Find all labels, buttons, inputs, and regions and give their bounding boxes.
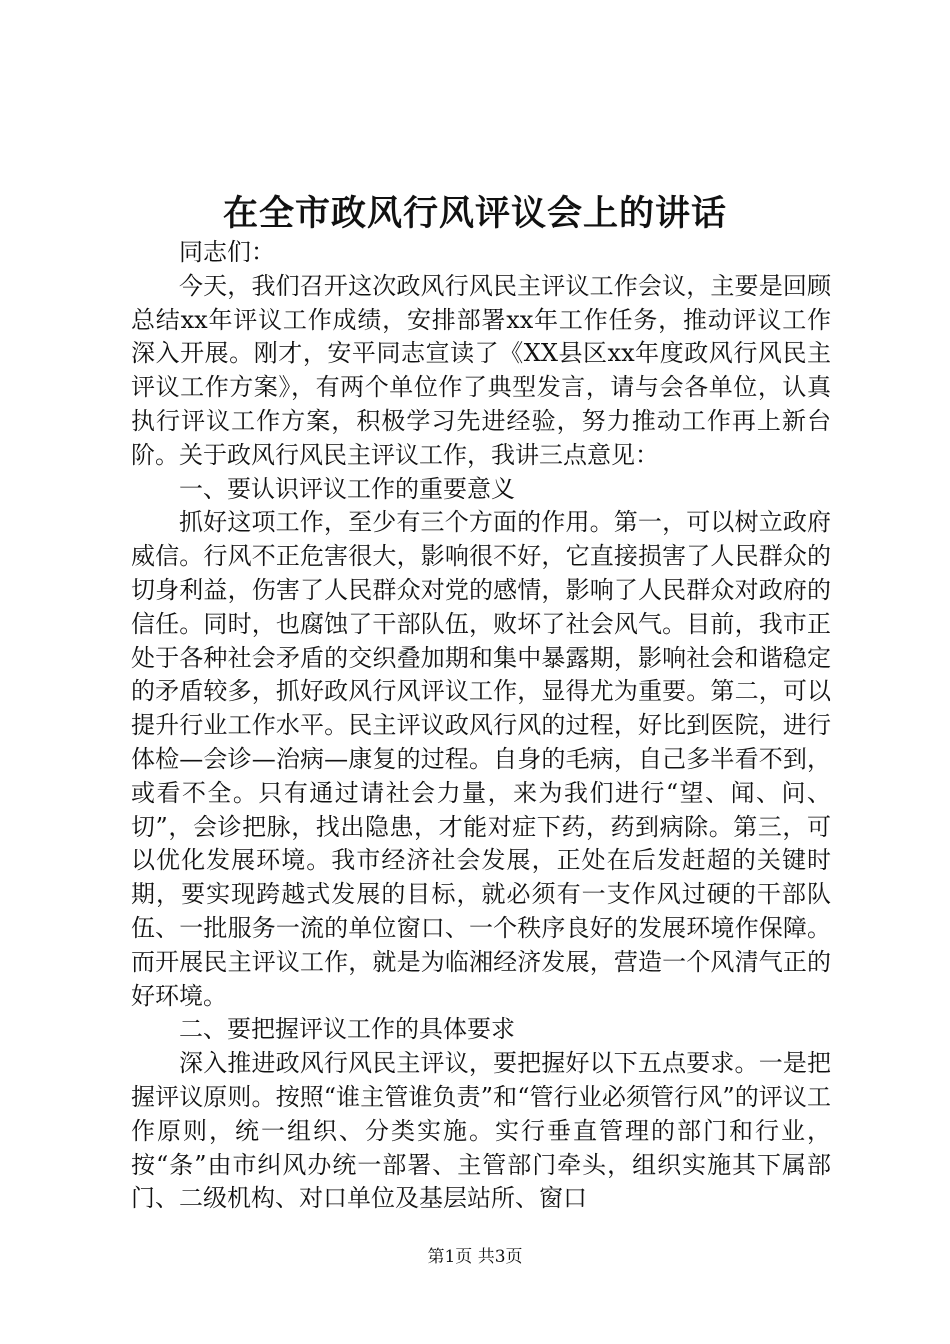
paragraph-intro: 今天，我们召开这次政风行风民主评议工作会议，主要是回顾总结xx年评议工作成绩，安排部署xx年工作任务，推动评议工作深入开展。刚才，安平同志宣读了《XX县区xx年度政风行风民主评议工作方案》，有两个单位作了典型发言，请与会各单位，认真执行评议工作方案，积极学习先进经验，努力推动工作再上新台阶。关于政风行风民主评议工作，我讲三点意见：	[131, 271, 831, 469]
salutation: 同志们：	[179, 238, 275, 266]
document-body	[131, 236, 831, 1216]
document-title: 在全市政风行风评议会上的讲话	[222, 193, 727, 234]
section-heading-2: 二、要把握评议工作的具体要求	[179, 1015, 515, 1044]
paragraph-section-2: 深入推进政风行风民主评议，要把握好以下五点要求。一是把握评议原则。按照“谁主管谁负责”和“管行业必须管行风”的评议工作原则，统一组织、分类实施。实行垂直管理的部门和行业，按“条”由市纠风办统一部署、主管部门牵头，组织实施其下属部门、二级机构、对口单位及基层站所、窗口	[131, 1049, 831, 1213]
section-heading-1: 一、要认识评议工作的重要意义	[179, 474, 515, 503]
page-number-footer: 第1页 共3页	[427, 1247, 523, 1267]
paragraph-section-1: 抓好这项工作，至少有三个方面的作用。第一，可以树立政府威信。行风不正危害很大，影响很不好，它直接损害了人民群众的切身利益，伤害了人民群众对党的感情，影响了人民群众对政府的信任。同时，也腐蚀了干部队伍，败坏了社会风气。目前，我市正处于各种社会矛盾的交织叠加期和集中暴露期，影响社会和谐稳定的矛盾较多，抓好政风行风评议工作，显得尤为重要。第二，可以提升行业工作水平。民主评议政风行风的过程，好比到医院，进行体检—会诊—治病—康复的过程。自身的毛病，自己多半看不到，或看不全。只有通过请社会力量，来为我们进行“望、闻、问、切”，会诊把脉，找出隐患，才能对症下药，药到病除。第三，可以优化发展环境。我市经济社会发展，正处在后发赶超的关键时期，要实现跨越式发展的目标，就必须有一支作风过硬的干部队伍、一批服务一流的单位窗口、一个秩序良好的发展环境作保障。而开展民主评议工作，就是为临湘经济发展，营造一个风清气正的好环境。	[131, 508, 831, 1010]
